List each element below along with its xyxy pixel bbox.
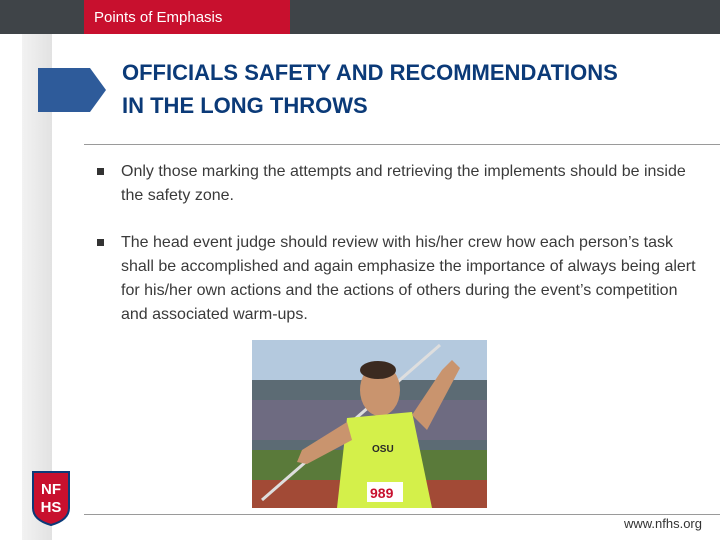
jersey-label: OSU — [372, 444, 394, 455]
bullet-list — [96, 160, 706, 350]
svg-text:HS: HS — [40, 499, 62, 516]
title-line-1: OFFICIALS SAFETY AND RECOMMENDATIONS — [122, 60, 618, 85]
bib-number: 989 — [370, 485, 394, 501]
javelin-thrower-photo — [252, 340, 487, 508]
nfhs-logo-icon — [30, 470, 72, 526]
bullet-text: Only those marking the attempts and retrieving the implements should be inside the safety zone. — [121, 163, 686, 204]
title-divider — [84, 144, 720, 145]
arrow-marker-icon — [38, 66, 106, 114]
square-bullet-icon — [97, 168, 104, 175]
svg-text:NF: NF — [41, 481, 61, 498]
footer-url[interactable]: www.nfhs.org — [623, 516, 702, 531]
slide-title — [122, 56, 702, 122]
bullet-item — [96, 160, 706, 208]
bullet-text: The head event judge should review with his/her crew how each person’s task shall be accomplished and again emphasize the importance of always being alert for his/her own actions and the actions of others during the event’s competition and associated warm-ups. — [121, 234, 696, 323]
title-line-2: IN THE LONG THROWS — [122, 93, 368, 118]
footer-divider — [84, 514, 720, 515]
square-bullet-icon — [97, 239, 104, 246]
section-tab: Points of Emphasis — [84, 0, 290, 34]
bullet-item — [96, 231, 706, 327]
